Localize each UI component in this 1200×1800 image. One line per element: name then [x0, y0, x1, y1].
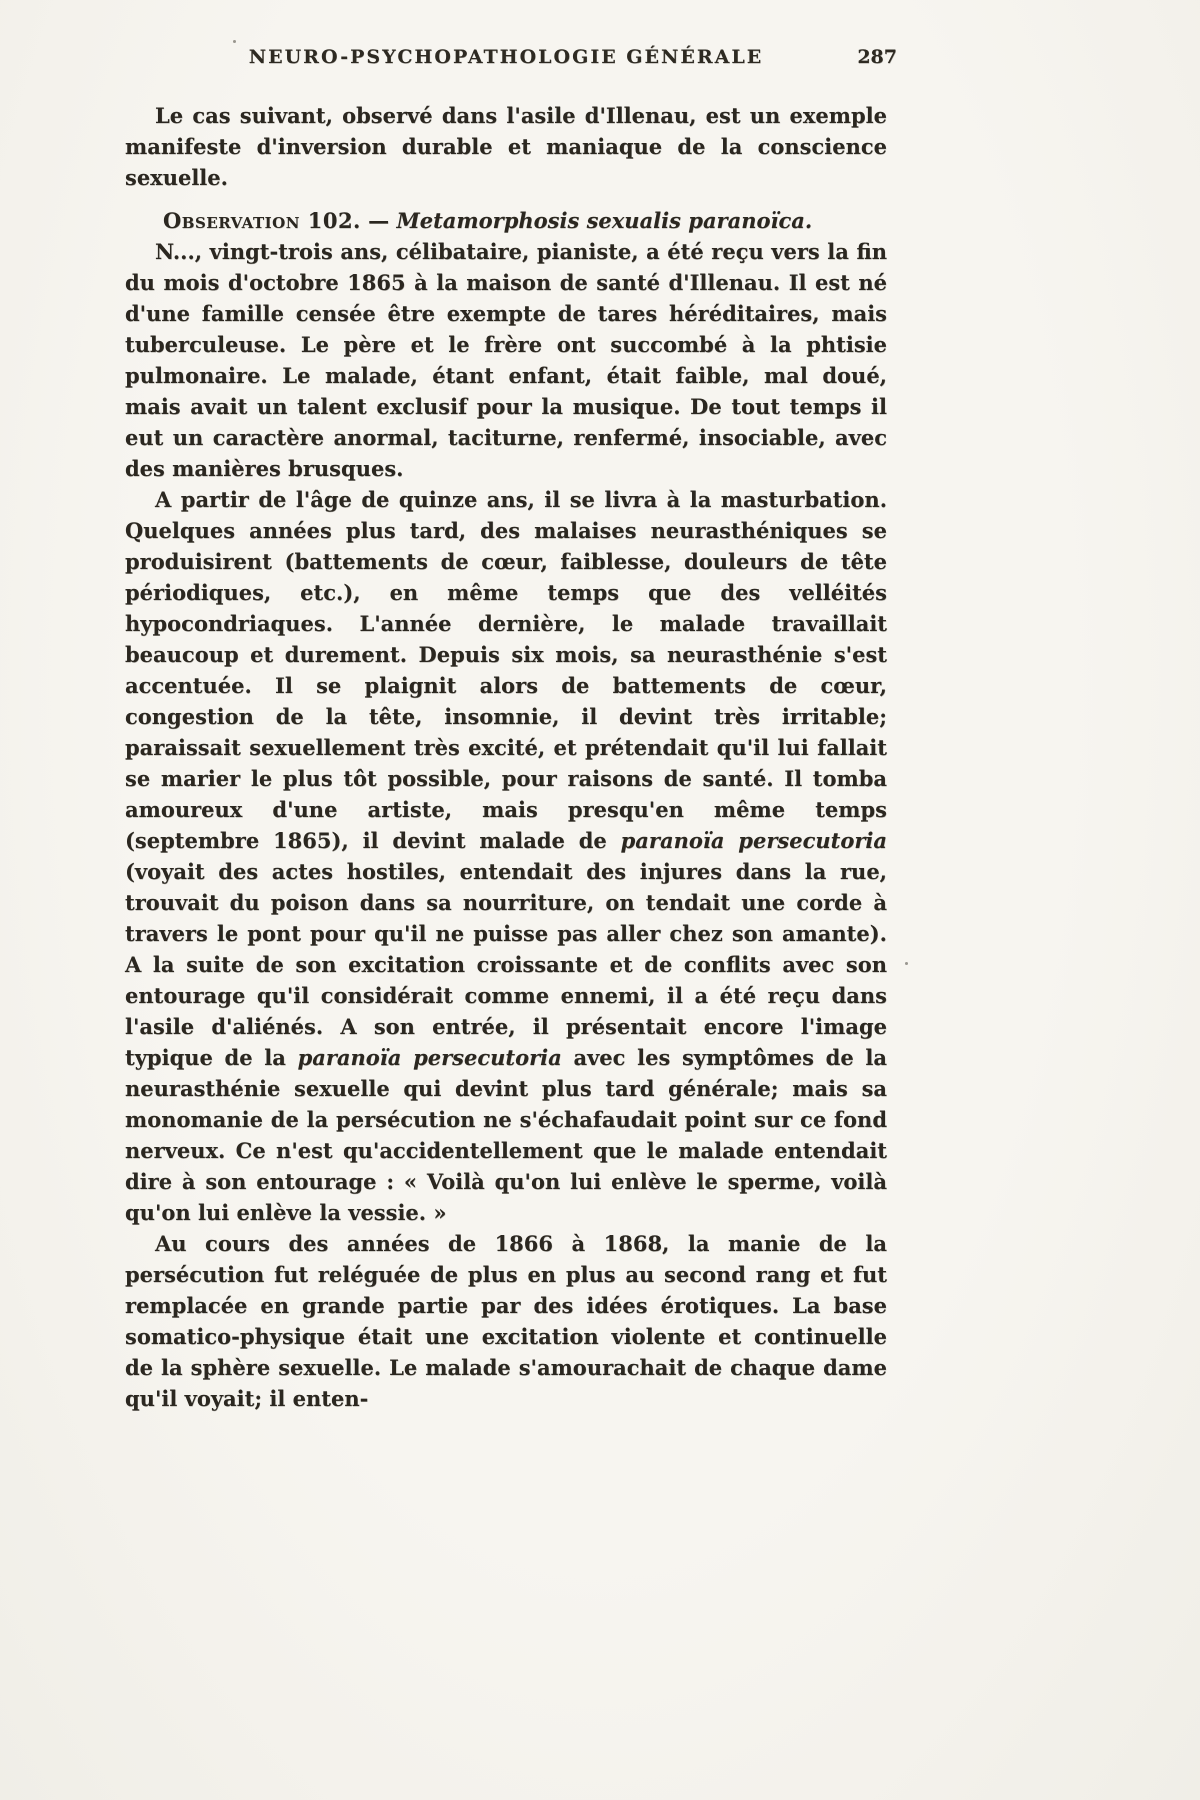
italic-phrase: paranoïa persecutoria	[297, 1045, 562, 1070]
text-column	[125, 46, 897, 1414]
page-header	[125, 46, 897, 78]
text-segment: (voyait des actes hostiles, entendait des injures dans la rue, trouvait du poison dans sa nourriture, on tendait une corde à travers le pont pour qu'il ne puisse pas aller chez son amante). A la suite de son excitation croissante et de conflits avec son entourage qu'il considérait comme ennemi, il a été reçu dans l'asile d'aliénés. A son entrée, il présentait encore l'image typique de la	[125, 859, 887, 1070]
page-number: 287	[857, 46, 897, 68]
scan-speck	[233, 40, 236, 43]
text-segment: —	[360, 208, 397, 233]
observation-heading	[125, 205, 887, 236]
text-segment: Au cours des années de 1866 à 1868, la manie de la persécution fut reléguée de plus en plus au second rang et fut remplacée en grande partie par des idées érotiques. La base somatico-physique était une excitation violente et continuelle de la sphère sexuelle. Le malade s'amourachait de chaque dame qu'il voyait; il enten-	[125, 1231, 887, 1411]
italic-phrase: paranoïa persecutoria	[620, 828, 887, 853]
case-history-paragraph	[125, 236, 887, 484]
scan-speck	[905, 962, 908, 965]
text-segment: A partir de l'âge de quinze ans, il se livra à la masturbation. Quelques années plus tard, des malaises neurasthéniques se produisirent (battements de cœur, faiblesse, douleurs de tête périodiques, etc.), en même temps que des velléités hypocondriaques. L'année dernière, le malade travaillait beaucoup et durement. Depuis six mois, sa neurasthénie s'est accentuée. Il se plaignit alors de battements de cœur, congestion de la tête, insomnie, il devint très irritable; paraissait sexuellement très excité, et prétendait qu'il lui fallait se marier le plus tôt possible, pour raisons de santé. Il tomba amoureux d'une artiste, mais presqu'en même temps (septembre 1865), il devint malade de	[125, 487, 887, 853]
page-text	[125, 100, 887, 1414]
symptoms-paragraph	[125, 484, 887, 1228]
text-segment: N..., vingt-trois ans, célibataire, pianiste, a été reçu vers la fin du mois d'octobre 1865 à la maison de santé d'Illenau. Il est né d'une famille censée être exempte de tares héréditaires, mais tuberculeuse. Le père et le frère ont succombé à la phtisie pulmonaire. Le malade, étant enfant, était faible, mal doué, mais avait un talent exclusif pour la musique. De tout temps il eut un caractère anormal, taciturne, renfermé, insociable, avec des manières brusques.	[125, 239, 887, 481]
closing-paragraph	[125, 1228, 887, 1414]
text-segment: avec les symptômes de la neurasthénie sexuelle qui devint plus tard générale; mais sa monomanie de la persécution ne s'échafaudait point sur ce fond nerveux. Ce n'est qu'accidentellement que le malade entendait dire à son entourage : « Voilà qu'on lui enlève le sperme, voilà qu'on lui enlève la vessie. »	[125, 1045, 887, 1225]
text-segment: Le cas suivant, observé dans l'asile d'Illenau, est un exemple manifeste d'inversion durable et maniaque de la conscience sexuelle.	[125, 103, 887, 190]
running-title: NEURO-PSYCHOPATHOLOGIE GÉNÉRALE	[248, 46, 764, 68]
text-segment: Observation 102.	[163, 208, 361, 233]
intro-paragraph	[125, 100, 887, 193]
italic-phrase: Metamorphosis sexualis paranoïca.	[396, 208, 813, 233]
